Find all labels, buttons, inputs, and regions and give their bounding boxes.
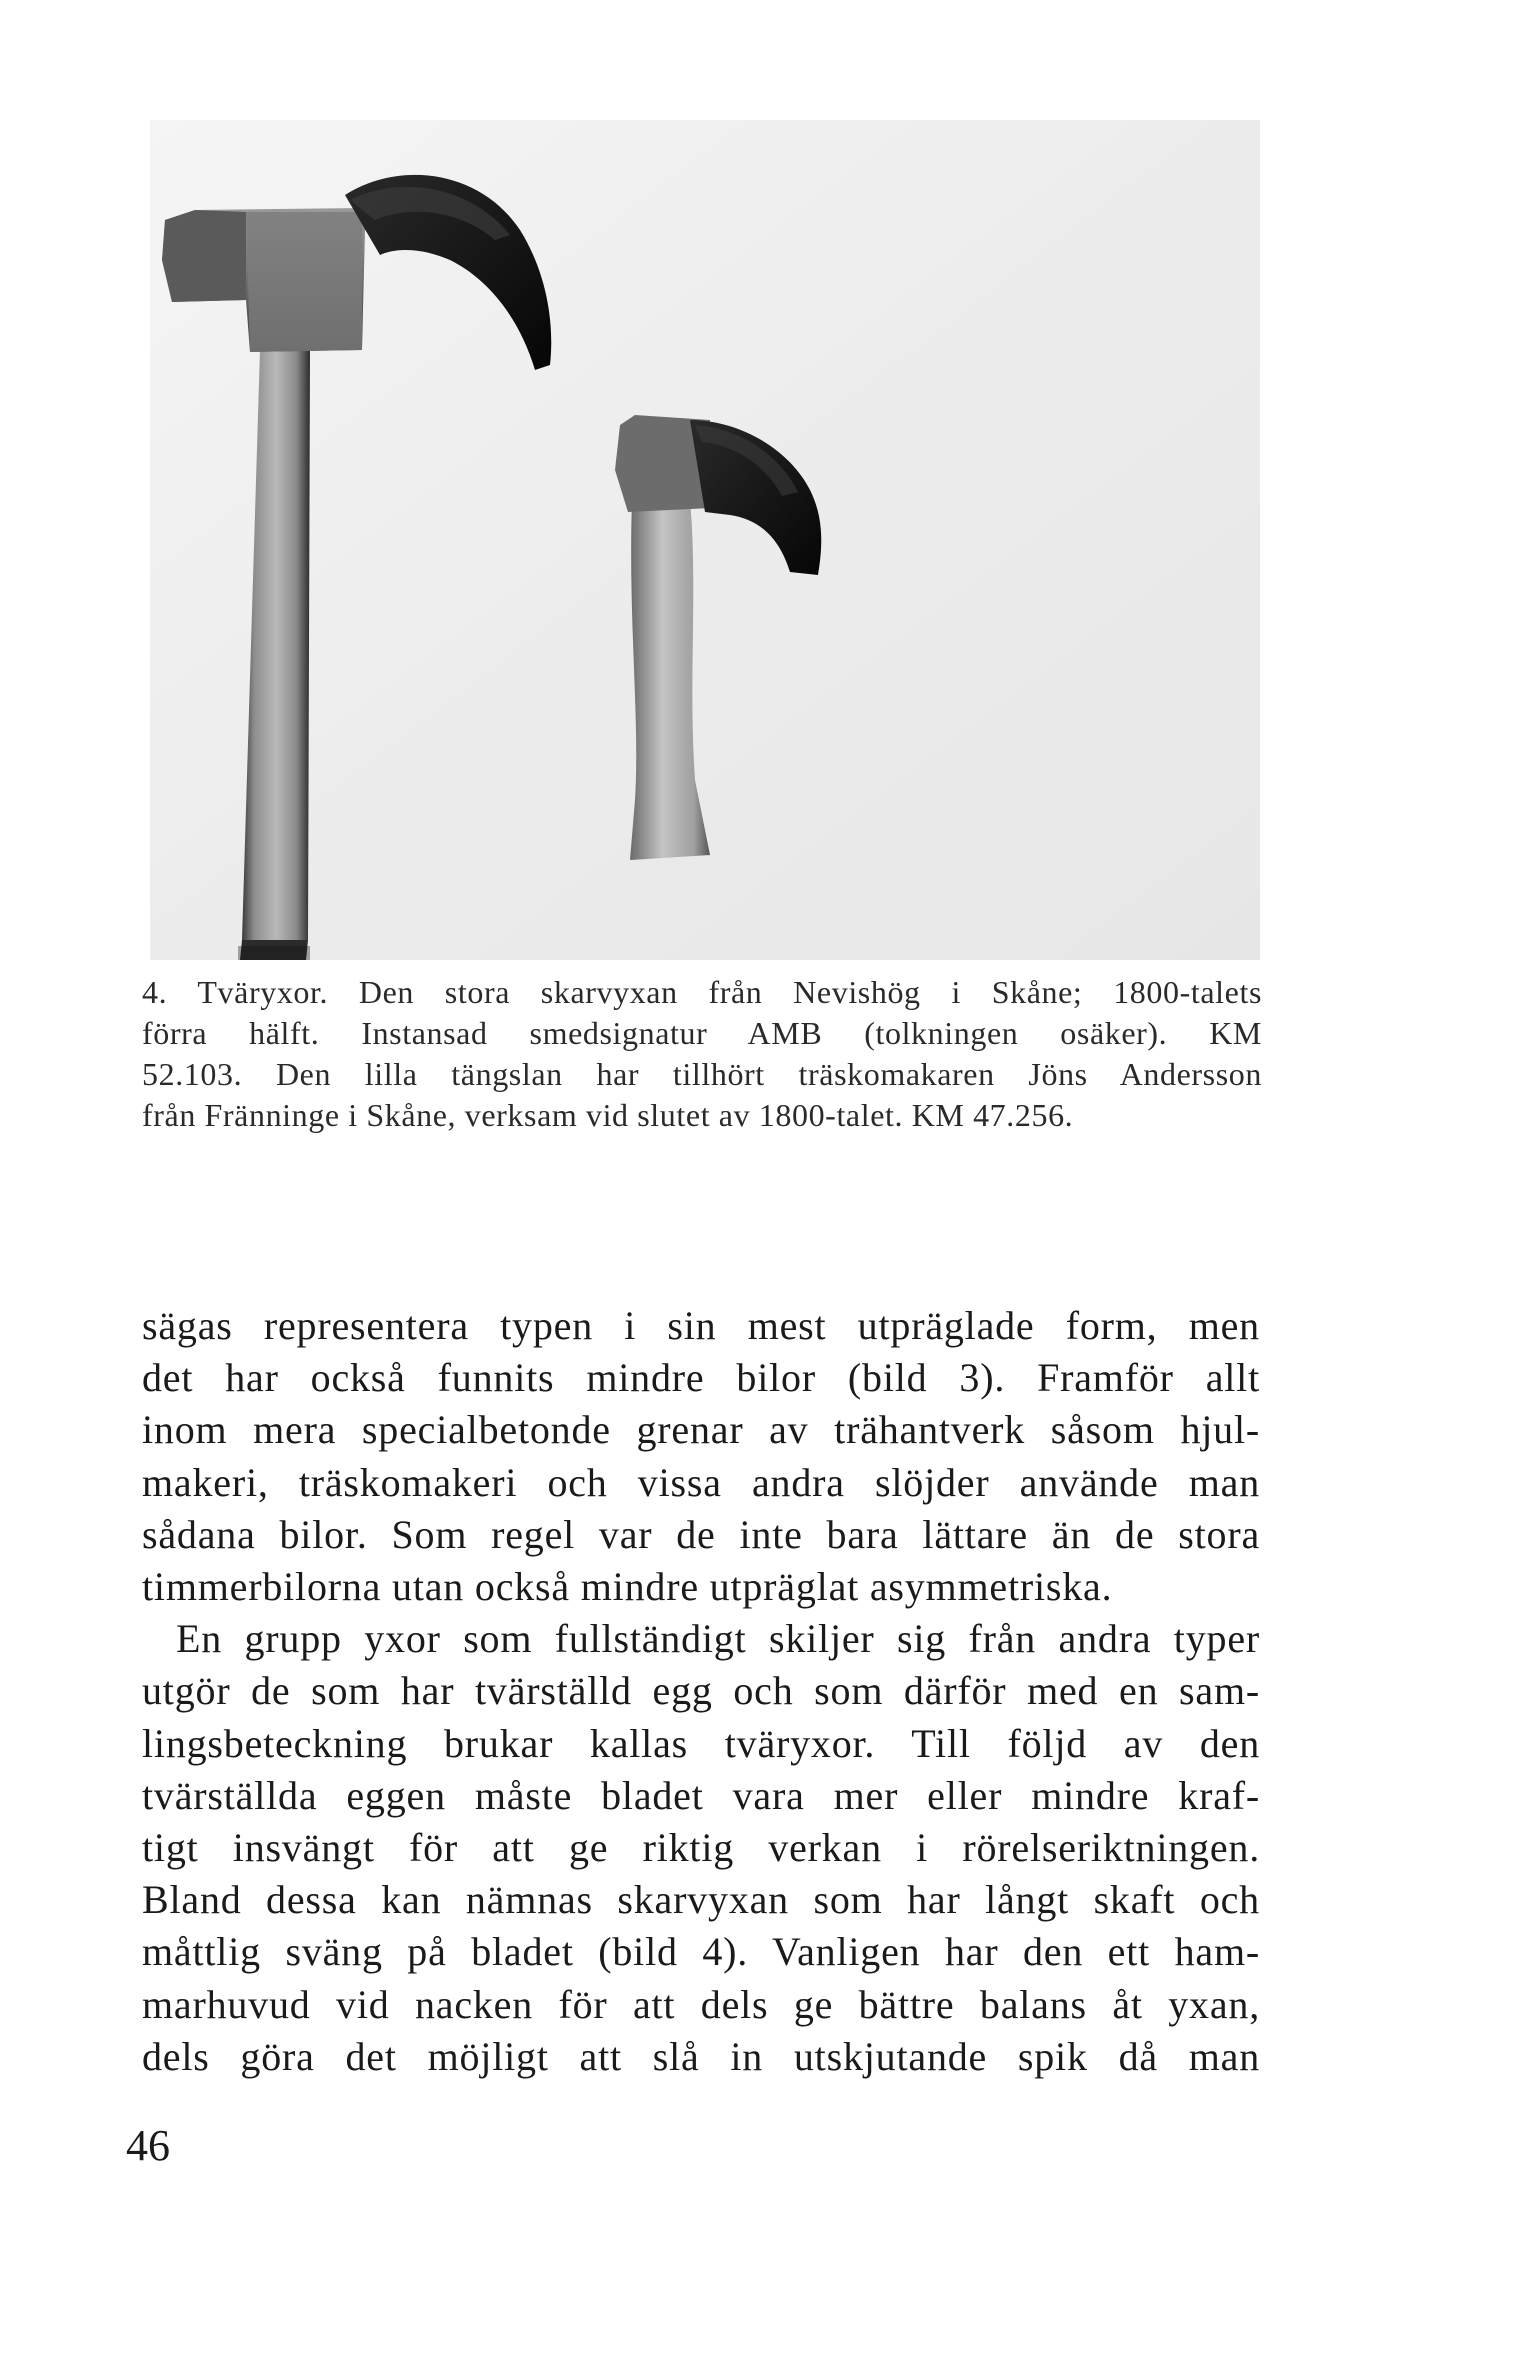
text-line: En grupp yxor som fullständigt skiljer sig från andra typer <box>176 1616 1260 1662</box>
text-line: sägas representera typen i sin mest utpräglade form, men <box>142 1303 1260 1348</box>
text-line: marhuvud vid nacken för att dels ge bättre balans åt yxan, <box>142 1981 1260 2027</box>
text-line: makeri, träskomakeri och vissa andra slöjder använde man <box>142 1459 1260 1505</box>
text-line: tigt insvängt för att ge riktig verkan i rörelseriktningen. <box>142 1825 1260 1871</box>
text-line: dels göra det möjligt att slå in utskjutande spik då man <box>142 2033 1260 2079</box>
text-line: tvärställda eggen måste bladet vara mer eller mindre kraf- <box>142 1772 1260 1818</box>
body-text <box>142 1300 1260 2083</box>
caption-line: 52.103. Den lilla tängslan har tillhört träskomakaren Jöns Andersson <box>142 1056 1262 1092</box>
text-line: inom mera specialbetonde grenar av trähantverk såsom hjul- <box>142 1407 1260 1453</box>
text-line: sådana bilor. Som regel var de inte bara lättare än de stora <box>142 1511 1260 1557</box>
text-line: det har också funnits mindre bilor (bild 3). Framför allt <box>142 1355 1260 1401</box>
text-line: utgör de som har tvärställd egg och som därför med en sam- <box>142 1668 1260 1714</box>
figure-photo <box>150 120 1260 960</box>
caption-line: förra hälft. Instansad smedsignatur AMB (tolkningen osäker). KM <box>142 1015 1262 1051</box>
text-line: Bland dessa kan nämnas skarvyxan som har långt skaft och <box>142 1877 1260 1923</box>
text-line: timmerbilorna utan också mindre utpräglat asymmetriska. <box>142 1564 1113 1610</box>
page-number: 46 <box>126 2121 170 2170</box>
figure-caption <box>142 972 1262 1136</box>
caption-line: 4. Tväryxor. Den stora skarvyxan från Nevishög i Skåne; 1800-talets <box>142 974 1262 1010</box>
text-line: lingsbeteckning brukar kallas tväryxor. Till följd av den <box>142 1720 1260 1766</box>
text-line: måttlig sväng på bladet (bild 4). Vanligen har den ett ham- <box>142 1929 1260 1975</box>
two-axes-photo <box>150 120 1260 960</box>
caption-line: från Fränninge i Skåne, verksam vid slutet av 1800-talet. KM 47.256. <box>142 1097 1074 1133</box>
